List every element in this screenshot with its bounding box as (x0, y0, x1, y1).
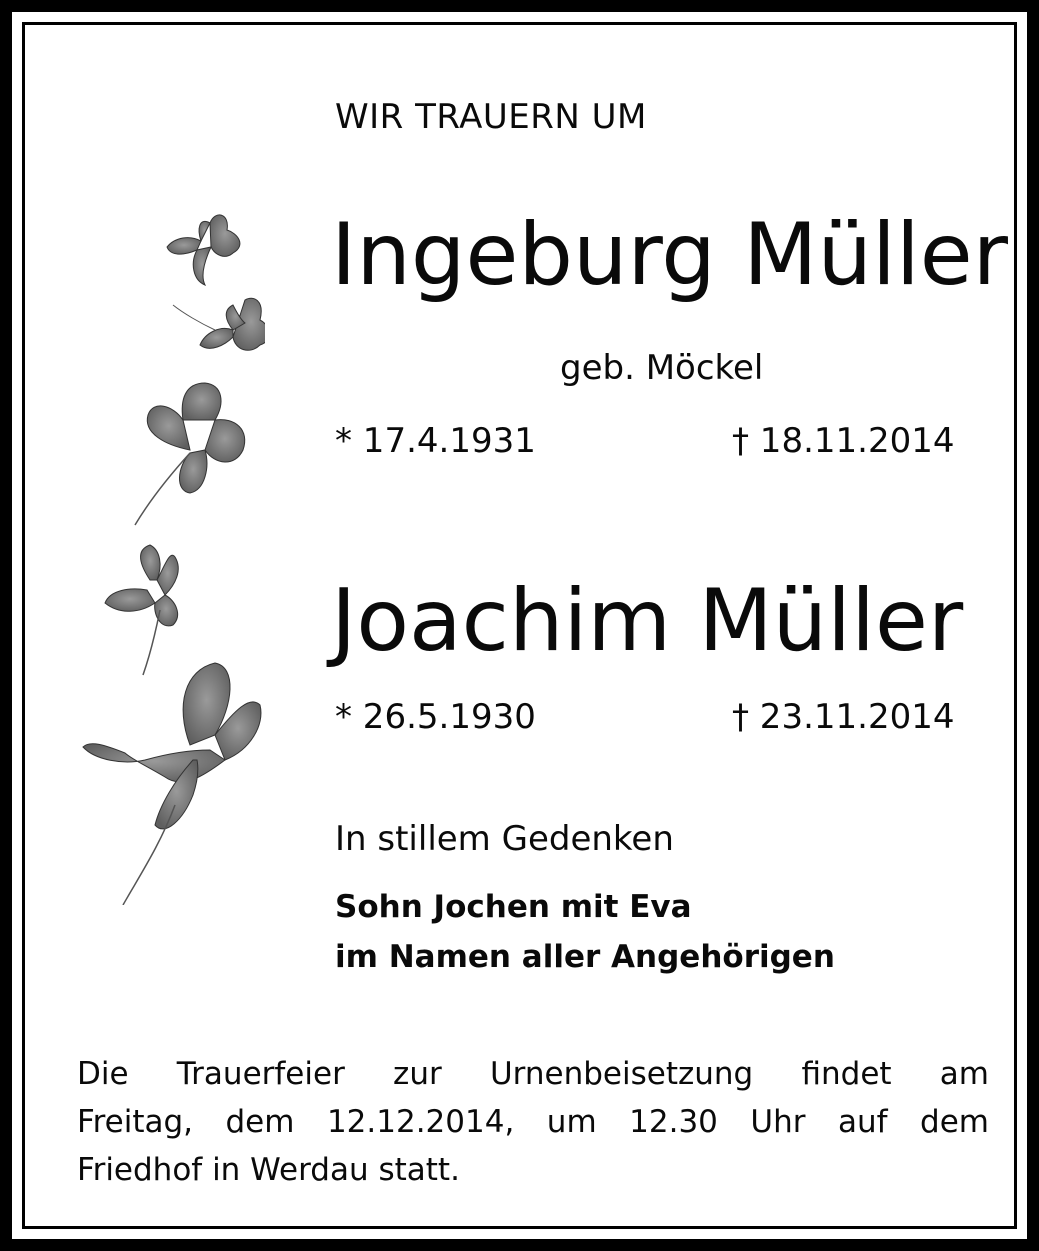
mourners-line-1: Sohn Jochen mit Eva (335, 889, 692, 925)
petal-5 (83, 663, 261, 905)
person1-birth-date: * 17.4.1931 (335, 421, 536, 461)
petal-3 (135, 383, 245, 525)
notice-line-1: Die Trauerfeier zur Urnenbeisetzung findet am (77, 1056, 989, 1092)
inner-border (22, 22, 1017, 1229)
obituary-card (12, 12, 1027, 1239)
petal-1 (167, 215, 240, 285)
person1-maiden-name: geb. Möckel (560, 348, 764, 388)
person1-name: Ingeburg Müller (331, 205, 1008, 305)
mourners-line-2: im Namen aller Angehörigen (335, 939, 835, 975)
petals-svg (65, 205, 265, 905)
notice-line-2: Freitag, dem 12.12.2014, um 12.30 Uhr auf dem (77, 1104, 989, 1140)
petals-illustration (65, 205, 265, 905)
funeral-notice (77, 1050, 989, 1194)
petal-4 (105, 545, 178, 675)
person2-death-date: † 23.11.2014 (732, 697, 955, 737)
person2-name: Joachim Müller (331, 571, 964, 671)
petal-2 (173, 298, 265, 350)
person1-death-date: † 18.11.2014 (732, 421, 955, 461)
memory-phrase: In stillem Gedenken (335, 819, 674, 859)
person2-birth-date: * 26.5.1930 (335, 697, 536, 737)
notice-line-3: Friedhof in Werdau statt. (77, 1152, 460, 1188)
heading: WIR TRAUERN UM (335, 97, 647, 137)
